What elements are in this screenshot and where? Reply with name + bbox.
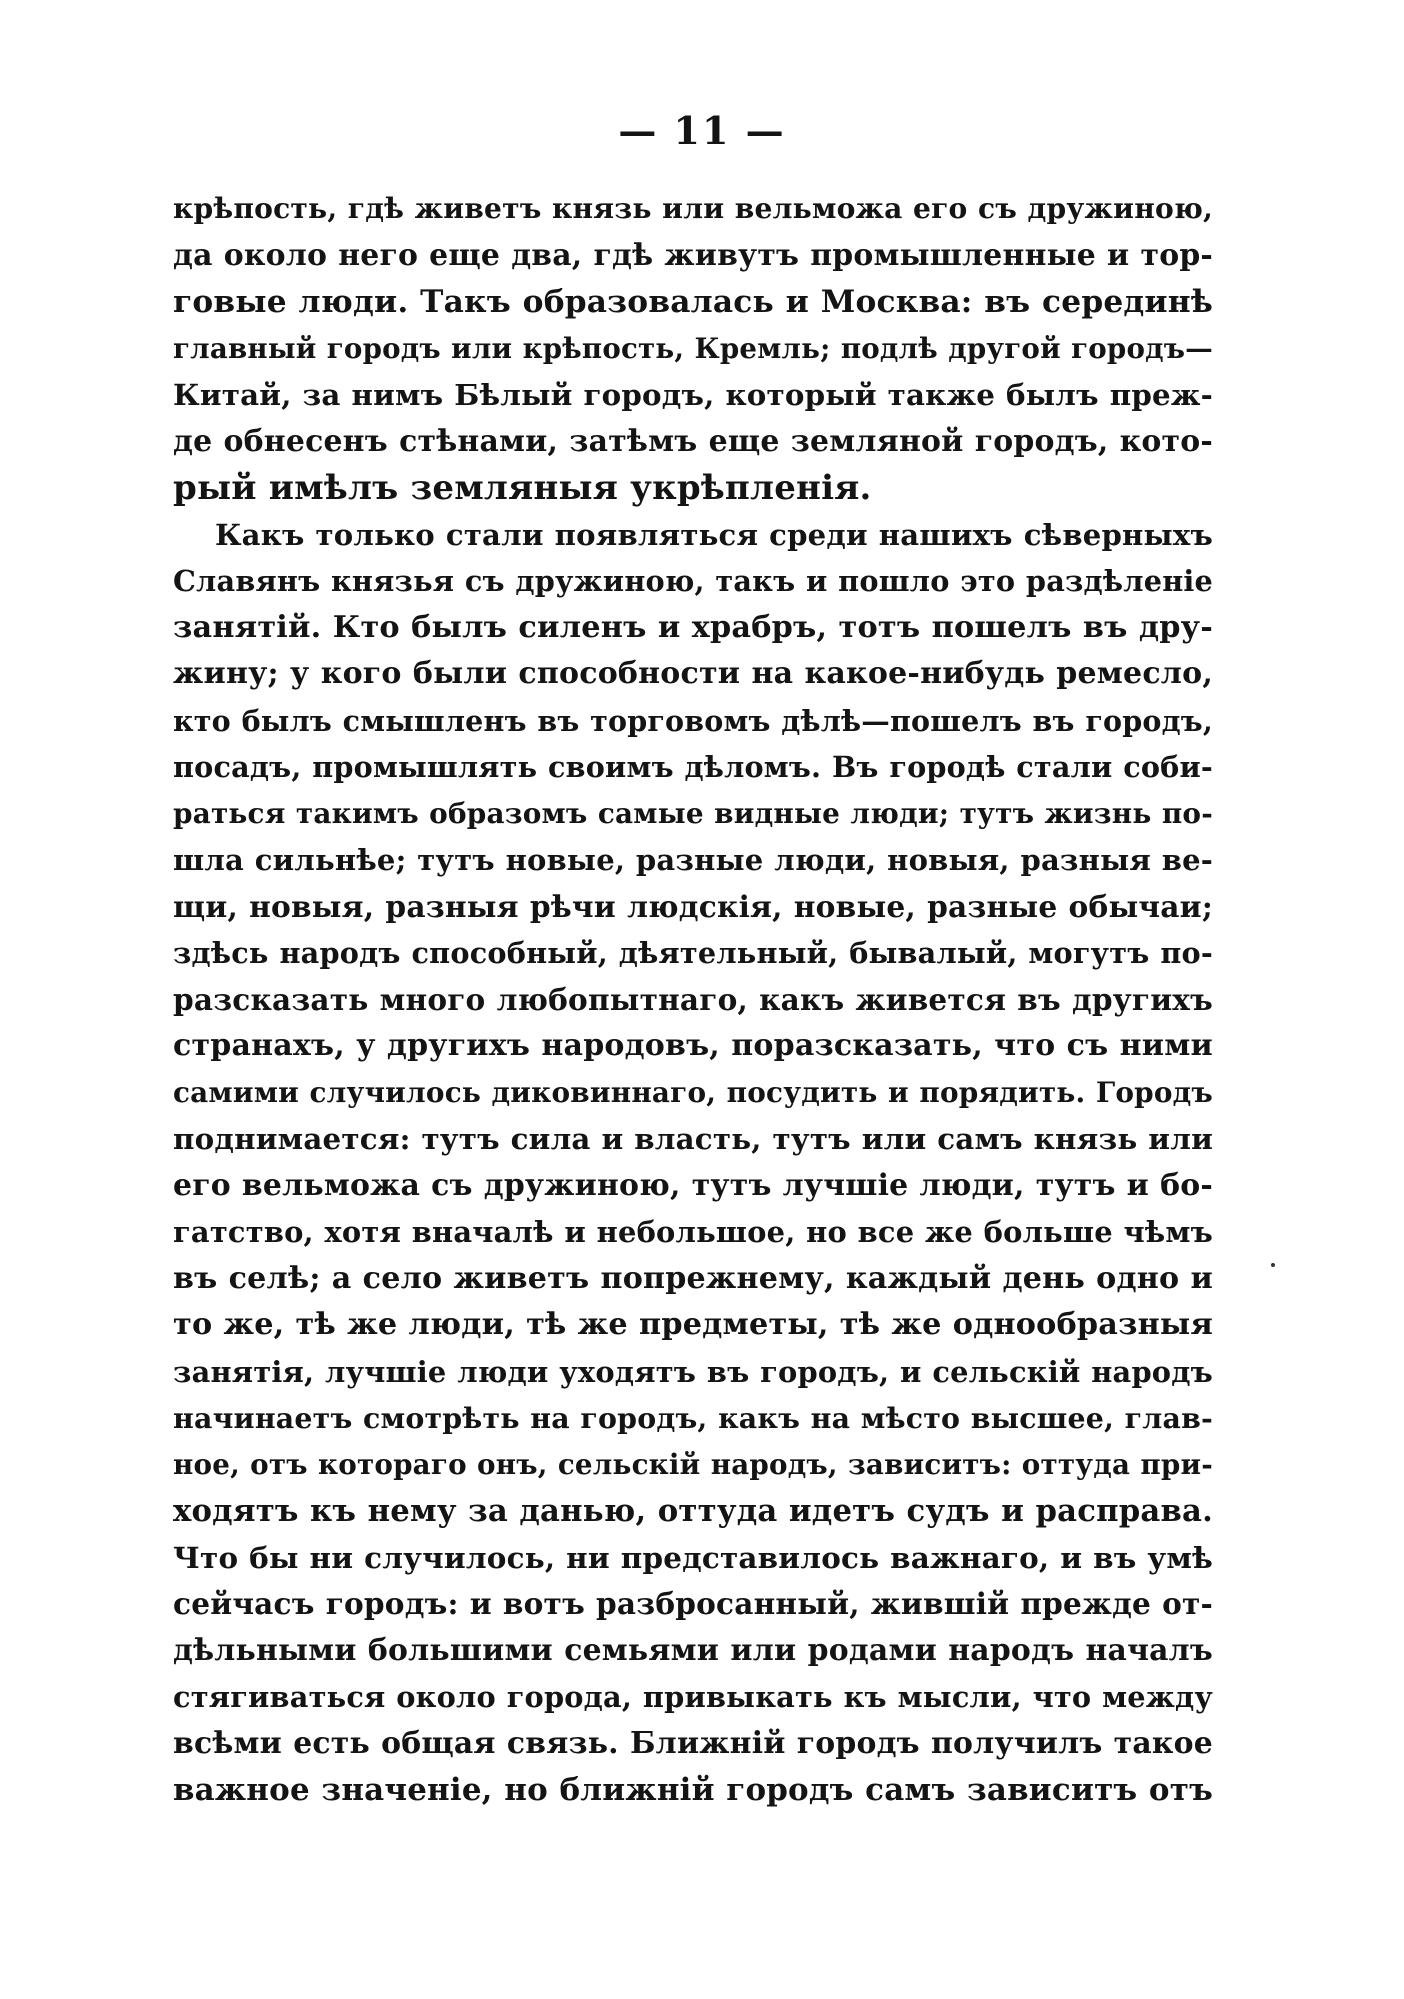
- text-line: ное, отъ котораго онъ, сельскій народъ, зависитъ: оттуда при-: [173, 1447, 1213, 1481]
- text-line: то же, тѣ же люди, тѣ же предметы, тѣ же однообразныя: [173, 1307, 1213, 1342]
- text-line: Славянъ князья съ дружиною, такъ и пошло это раздѣленіе: [173, 564, 1213, 598]
- text-line: де обнесенъ стѣнами, затѣмъ еще земляной городъ, кото-: [173, 423, 1213, 459]
- text-line: разсказать много любопытнаго, какъ живется въ другихъ: [173, 981, 1213, 1017]
- text-line: странахъ, у другихъ народовъ, поразсказать, что съ ними: [173, 1028, 1213, 1063]
- text-line: Китай, за нимъ Бѣлый городъ, который также былъ преж-: [173, 377, 1213, 412]
- scan-speck: [1271, 1263, 1275, 1267]
- text-line: кто былъ смышленъ въ торговомъ дѣлѣ—пошелъ въ городъ,: [173, 703, 1213, 738]
- text-line: главный городъ или крѣпость, Кремль; подлѣ другой городъ—: [173, 331, 1213, 365]
- text-line: ходятъ къ нему за данью, оттуда идетъ судъ и расправа.: [173, 1493, 1213, 1529]
- text-line: раться такимъ образомъ самые видные люди; тутъ жизнь по-: [173, 796, 1213, 830]
- text-line: гатство, хотя вначалѣ и небольшое, но все же больше чѣмъ: [173, 1215, 1213, 1249]
- text-line: посадъ, промышлять своимъ дѣломъ. Въ городѣ стали соби-: [173, 750, 1213, 784]
- text-line: сейчасъ городъ: и вотъ разбросанный, жившій прежде от-: [173, 1586, 1213, 1621]
- text-line: поднимается: тутъ сила и власть, тутъ или самъ князь или: [173, 1121, 1213, 1156]
- text-line: щи, новыя, разныя рѣчи людскія, новые, разные обычаи;: [173, 888, 1213, 924]
- text-line: самими случилось диковиннаго, посудить и порядить. Городъ: [173, 1075, 1213, 1109]
- text-line: начинаетъ смотрѣть на городъ, какъ на мѣсто высшее, глав-: [173, 1401, 1213, 1435]
- text-line: занятій. Кто былъ силенъ и храбръ, тотъ пошелъ въ дру-: [173, 609, 1213, 645]
- text-line: его вельможа съ дружиною, тутъ лучшіе люди, тутъ и бо-: [173, 1167, 1213, 1203]
- text-line: крѣпость, гдѣ живетъ князь или вельможа его съ дружиною,: [173, 192, 1213, 225]
- text-line: жину; у кого были способности на какое-нибудь ремесло,: [173, 656, 1213, 691]
- text-line: въ селѣ; а село живетъ попрежнему, каждый день одно и: [173, 1260, 1213, 1296]
- text-line: шла сильнѣе; тутъ новые, разные люди, новыя, разныя ве-: [173, 843, 1213, 877]
- paragraph-first-line: Какъ только стали появляться среди нашихъ сѣверныхъ: [215, 517, 1213, 552]
- body-text: [173, 186, 1213, 1814]
- text-line: важное значеніе, но ближній городъ самъ зависитъ отъ: [173, 1772, 1213, 1808]
- text-line: говые люди. Такъ образовалась и Москва: въ серединѣ: [173, 284, 1213, 320]
- text-line: стягиваться около города, привыкать къ мысли, что между: [173, 1680, 1213, 1714]
- text-line: дѣльными большими семьями или родами народъ началъ: [173, 1632, 1213, 1668]
- text-line: Что бы ни случилось, ни представилось важнаго, и въ умѣ: [173, 1539, 1213, 1575]
- text-line: да около него еще два, гдѣ живутъ промышленные и тор-: [173, 237, 1213, 273]
- text-line: всѣми есть общая связь. Ближній городъ получилъ такое: [173, 1725, 1213, 1761]
- text-line: занятія, лучшіе люди уходятъ въ городъ, и сельскій народъ: [173, 1354, 1213, 1389]
- text-line: здѣсь народъ способный, дѣятельный, бывалый, могутъ по-: [173, 936, 1213, 970]
- text-line: рый имѣлъ земляныя укрѣпленія.: [173, 468, 872, 508]
- page-number: — 11 —: [618, 108, 786, 153]
